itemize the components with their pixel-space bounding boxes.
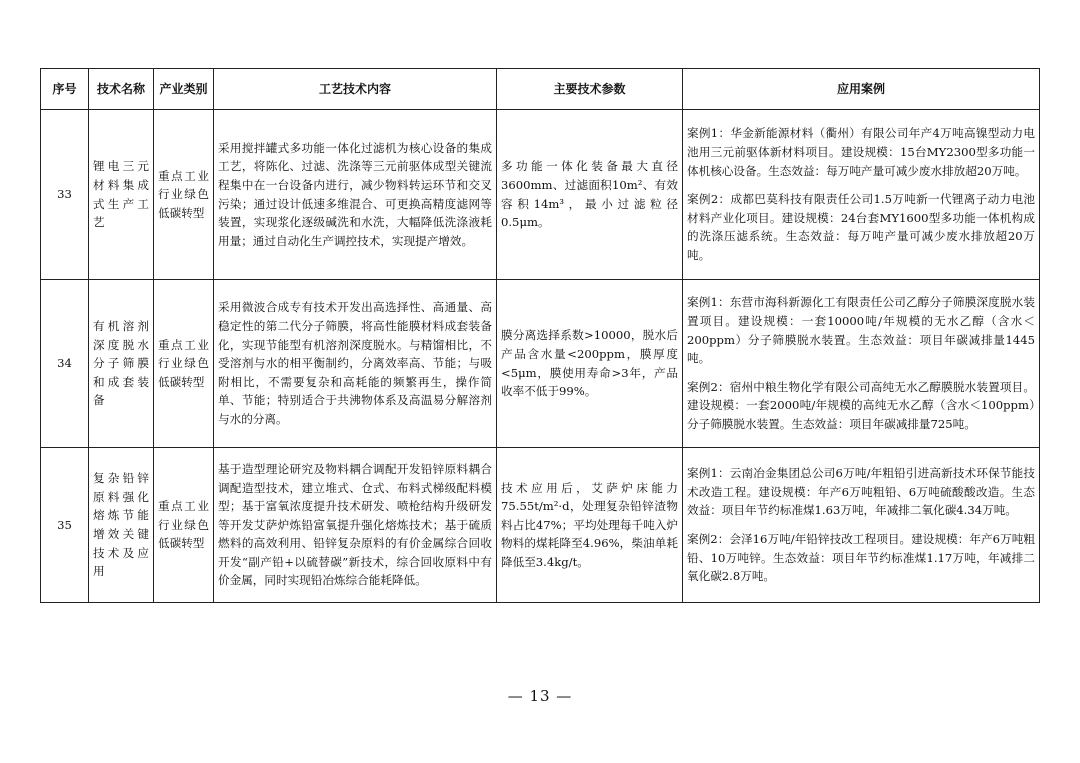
application-case: 案例2：会泽16万吨/年铅锌技改工程项目。建设规模：年产6万吨粗铅、10万吨锌。生态效益：项目年节约标准煤1.17万吨，年减排二氧化碳2.8万吨。 bbox=[687, 532, 1035, 584]
row-industry-category: 重点工业行业绿色低碳转型 bbox=[154, 448, 214, 603]
page-number: — 13 — bbox=[507, 687, 573, 705]
row-tech-name: 有机溶剂深度脱水分子筛膜和成套装备 bbox=[89, 280, 154, 448]
row-application-cases bbox=[683, 448, 1040, 603]
row-tech-name: 复杂铅锌原料强化熔炼节能增效关键技术及应用 bbox=[89, 448, 154, 603]
row-process-content: 采用微波合成专有技术开发出高选择性、高通量、高稳定性的第二代分子筛膜，将高性能膜材料成套装备化，实现节能型有机溶剂深度脱水。与精馏相比，不受溶剂与水的相平衡制约，分离效率高、节能；与吸附相比，不需要复杂和高耗能的频繁再生，操作简单、节能；特别适合于共沸物体系及高温易分解溶剂与水的分离。 bbox=[214, 280, 497, 448]
table-row bbox=[41, 280, 1040, 448]
table-header-row bbox=[41, 69, 1040, 110]
application-case: 案例1：东营市海科新源化工有限责任公司乙醇分子筛膜深度脱水装置项目。建设规模：一套10000吨/年规模的无水乙醇（含水＜200ppm）分子筛膜脱水装置。生态效益：项目年碳减排量1445吨。 bbox=[687, 295, 1035, 366]
header-main-parameters: 主要技术参数 bbox=[497, 69, 683, 110]
row-process-content: 基于造型理论研究及物料耦合调配开发铅锌原料耦合调配造型技术，建立堆式、仓式、布料式梯级配料模型；基于富氧浓度提升技术研发、喷枪结构升级研发等开发艾萨炉炼铅富氧提升强化熔炼技术；基于硫质燃料的高效利用、铅锌复杂原料的有价金属综合回收开发“副产铅+以硫替碳”新技术，综合回收原料中有价金属，同时实现铅冶炼综合能耗降低。 bbox=[214, 448, 497, 603]
row-application-cases bbox=[683, 110, 1040, 280]
row-main-parameters: 多功能一体化装备最大直径3600mm、过滤面积10m²、有效容积14m³，最小过滤粒径0.5μm。 bbox=[497, 110, 683, 280]
table-row bbox=[41, 448, 1040, 603]
application-case: 案例1：云南冶金集团总公司6万吨/年粗铅引进高新技术环保节能技术改造工程。建设规模：年产6万吨粗铅、6万吨硫酸酸改造。生态效益：项目年节约标准煤1.63万吨，年减排二氧化碳4.34万吨。 bbox=[687, 466, 1035, 518]
row-serial-no: 33 bbox=[41, 110, 89, 280]
technology-table bbox=[40, 68, 1040, 603]
header-tech-name: 技术名称 bbox=[89, 69, 154, 110]
application-case: 案例2：宿州中粮生物化学有限公司高纯无水乙醇膜脱水装置项目。建设规模：一套2000吨/年规模的高纯无水乙醇（含水＜100ppm）分子筛膜脱水装置。生态效益：项目年碳减排量725吨。 bbox=[687, 379, 1035, 431]
header-process-content: 工艺技术内容 bbox=[214, 69, 497, 110]
header-serial-no: 序号 bbox=[41, 69, 89, 110]
row-process-content: 采用搅拌罐式多功能一体化过滤机为核心设备的集成工艺，将陈化、过滤、洗涤等三元前驱体成型关键流程集中在一台设备内进行，减少物料转运环节和交叉污染；通过设计低速多维混合、可更换高精度滤网等装置，实现浆化逐级碱洗和水洗，大幅降低洗涤液耗用量；通过自动化生产调控技术，实现提产增效。 bbox=[214, 110, 497, 280]
header-application-cases: 应用案例 bbox=[683, 69, 1040, 110]
table-row bbox=[41, 110, 1040, 280]
application-case: 案例2：成都巴莫科技有限责任公司1.5万吨新一代锂离子动力电池材料产业化项目。建设规模：24台套MY1600型多功能一体机构成的洗涤压滤系统。生态效益：每万吨产量可减少废水排放超20万吨。 bbox=[687, 192, 1035, 262]
row-main-parameters: 膜分离选择系数>10000，脱水后产品含水量<200ppm，膜厚度<5μm，膜使用寿命>3年，产品收率不低于99%。 bbox=[497, 280, 683, 448]
application-case: 案例1：华金新能源材料（衢州）有限公司年产4万吨高镍型动力电池用三元前驱体新材料项目。建设规模：15台MY2300型多功能一体机核心设备。生态效益：每万吨产量可减少废水排放超20万吨。 bbox=[687, 126, 1035, 178]
row-main-parameters: 技术应用后，艾萨炉床能力75.55t/m²·d，处理复杂铅锌渣物料占比47%；平均处理每千吨入炉物料的煤耗降至4.96%，柴油单耗降低至3.4kg/t。 bbox=[497, 448, 683, 603]
row-serial-no: 35 bbox=[41, 448, 89, 603]
row-application-cases bbox=[683, 280, 1040, 448]
row-industry-category: 重点工业行业绿色低碳转型 bbox=[154, 110, 214, 280]
header-industry-category: 产业类别 bbox=[154, 69, 214, 110]
row-serial-no: 34 bbox=[41, 280, 89, 448]
row-tech-name: 锂电三元材料集成式生产工艺 bbox=[89, 110, 154, 280]
row-industry-category: 重点工业行业绿色低碳转型 bbox=[154, 280, 214, 448]
